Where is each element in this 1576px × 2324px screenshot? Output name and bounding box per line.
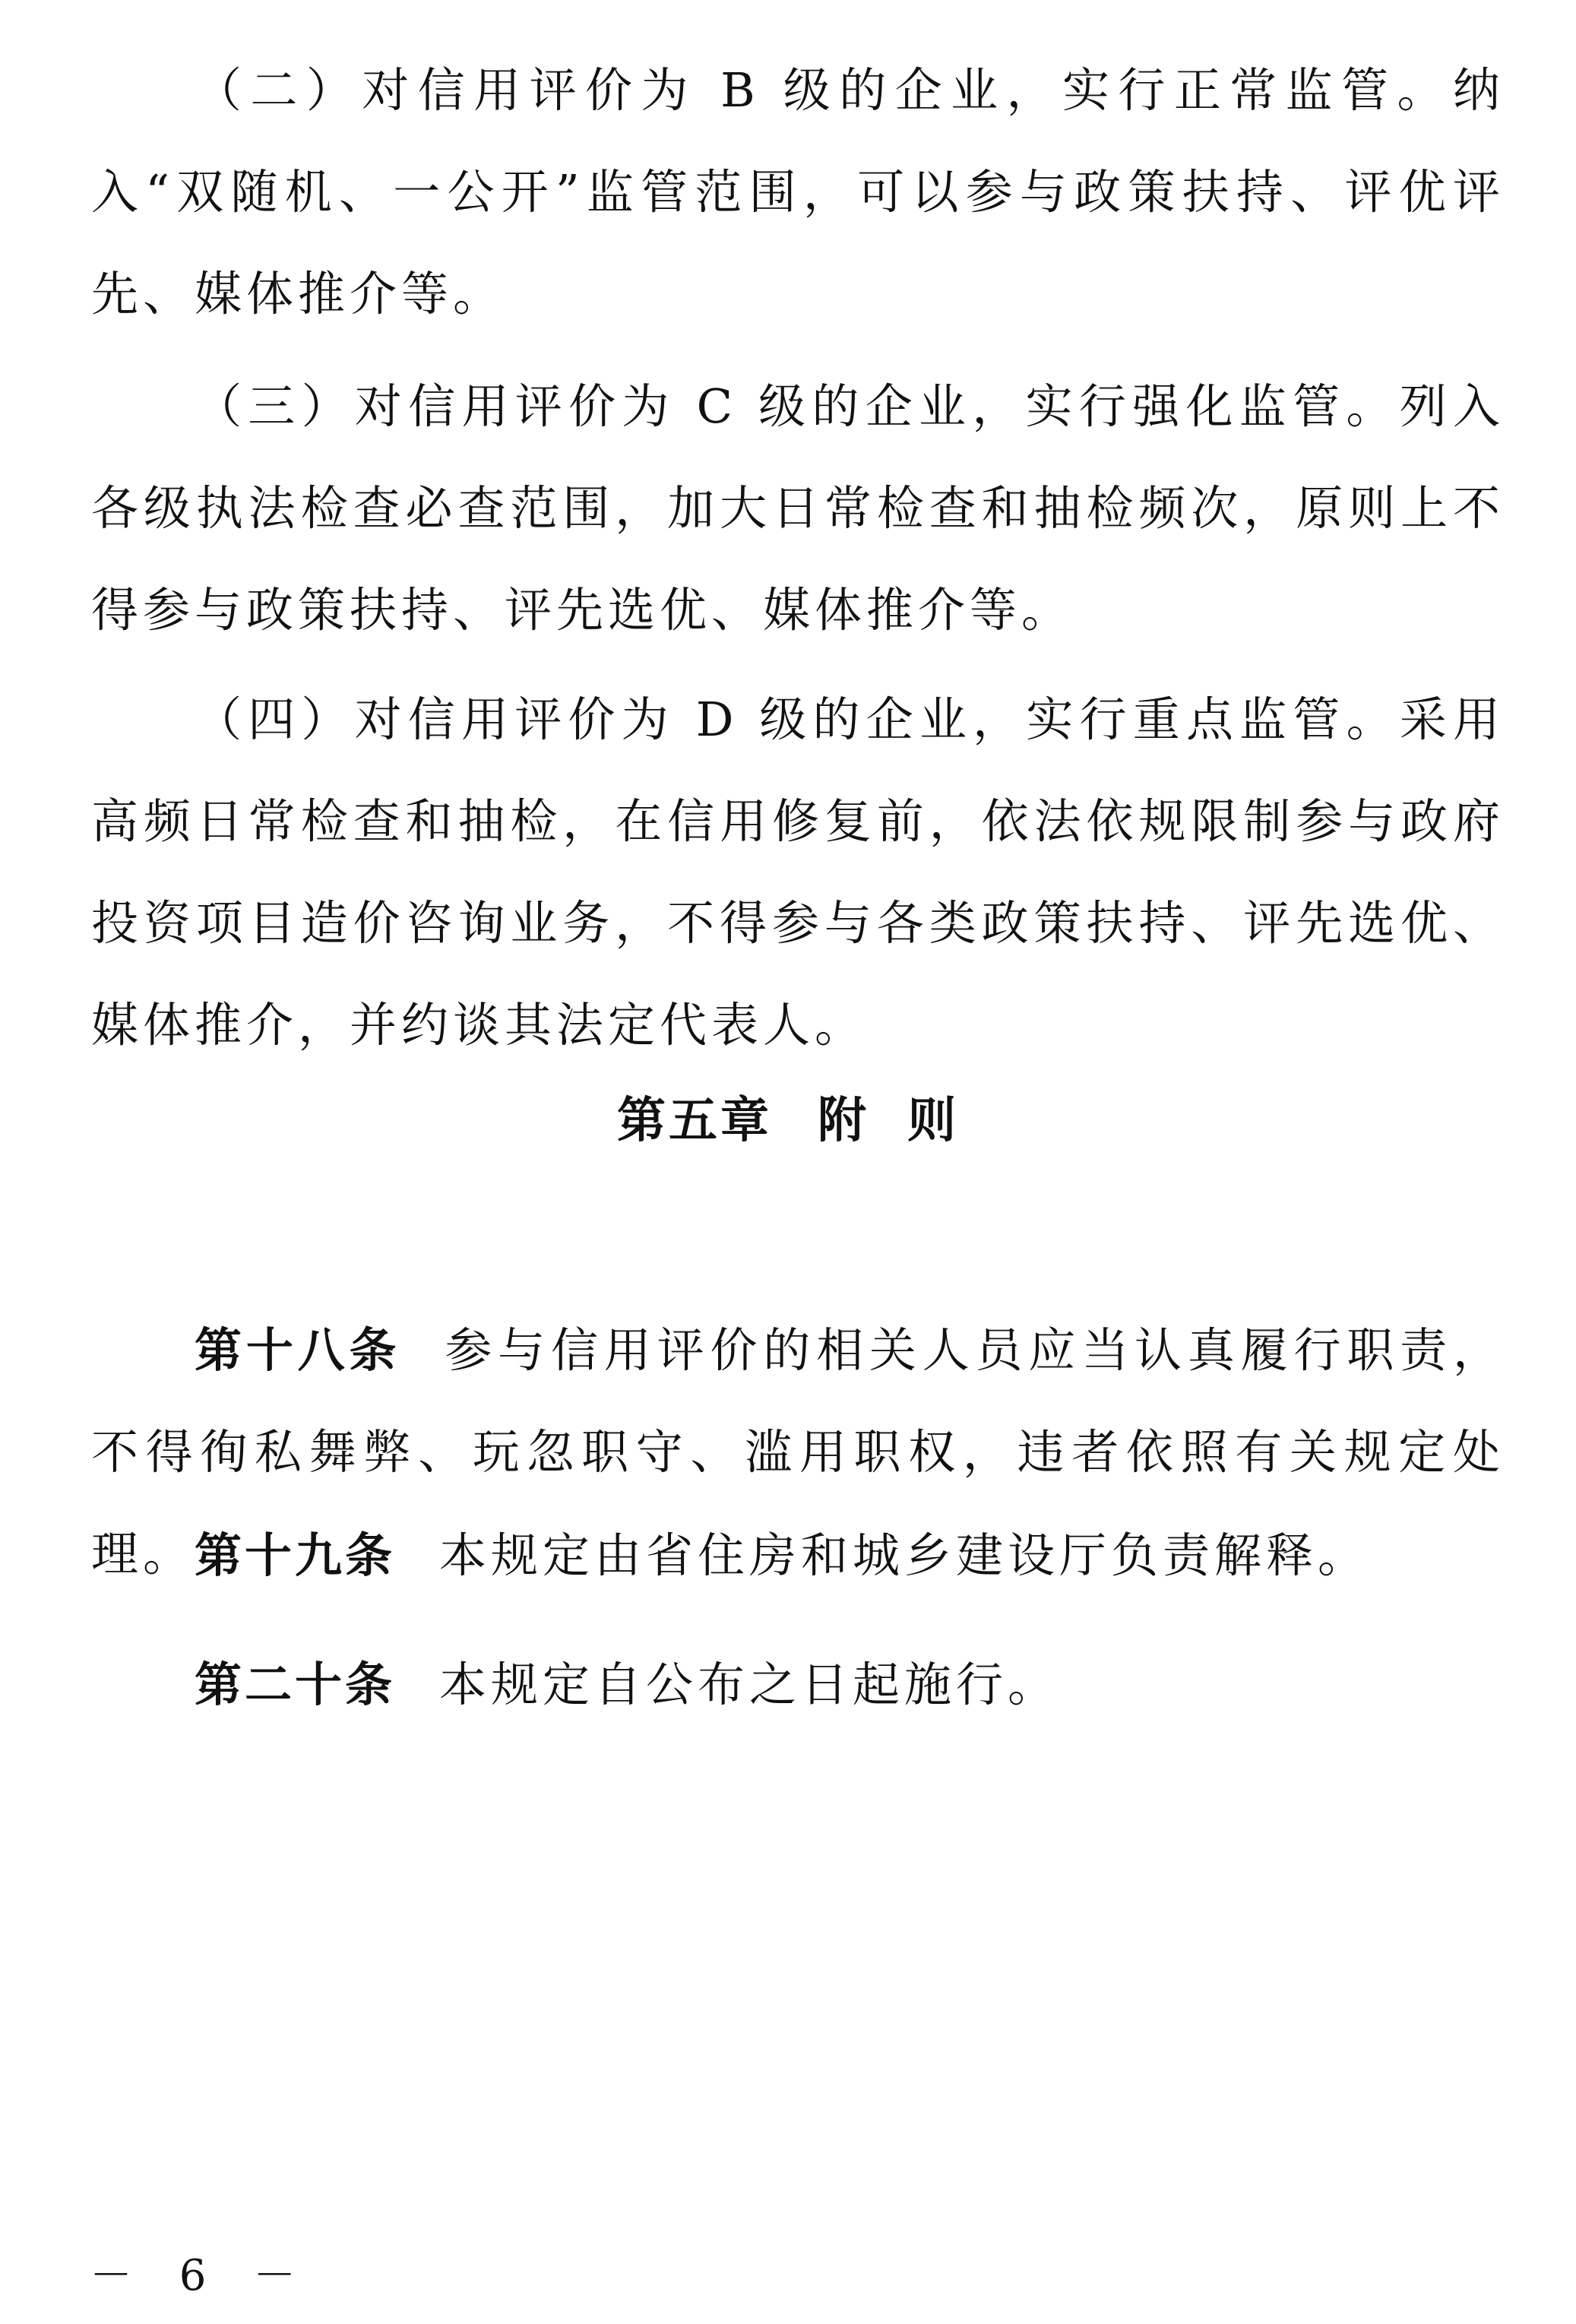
chapter-title-part1: 附 — [818, 1093, 869, 1149]
chapter-number: 第五章 — [617, 1093, 772, 1149]
paragraph-b-level: （二）对信用评价为 B 级的企业，实行正常监管。纳入“双随机、一公开”监管范围，可以参与政策扶持、评优评先、媒体推介等。 — [91, 62, 1505, 321]
article-label: 第二十条 — [195, 1657, 396, 1712]
article-text: 参与信用评价的相关人员应当认真履行职责，不得徇私舞弊、玩忽职守、滥用职权，违者依照有关规定处理。 — [91, 1322, 1505, 1582]
article-19 — [91, 1505, 1505, 1607]
paragraph-c-level: （三）对信用评价为 C 级的企业，实行强化监管。列入各级执法检查必查范围，加大日常检查和抽检频次，原则上不得参与政策扶持、评先选优、媒体推介等。 — [91, 378, 1505, 638]
chapter-heading — [0, 1083, 1576, 1159]
article-label: 第十九条 — [195, 1528, 396, 1583]
article-label: 第十八条 — [195, 1322, 401, 1378]
paragraph-d-level: （四）对信用评价为 D 级的企业，实行重点监管。采用高频日常检查和抽检，在信用修复前，依法依规限制参与政府投资项目造价咨询业务，不得参与各类政策扶持、评先选优、媒体推介，并约谈其法定代表人。 — [91, 692, 1505, 1053]
article-20 — [91, 1634, 1505, 1736]
page-number: － 6 － — [90, 2251, 313, 2300]
article-text: 本规定由省住房和城乡建设厅负责解释。 — [439, 1528, 1370, 1583]
chapter-title-part2: 则 — [907, 1093, 959, 1149]
article-text: 本规定自公布之日起施行。 — [439, 1657, 1060, 1712]
